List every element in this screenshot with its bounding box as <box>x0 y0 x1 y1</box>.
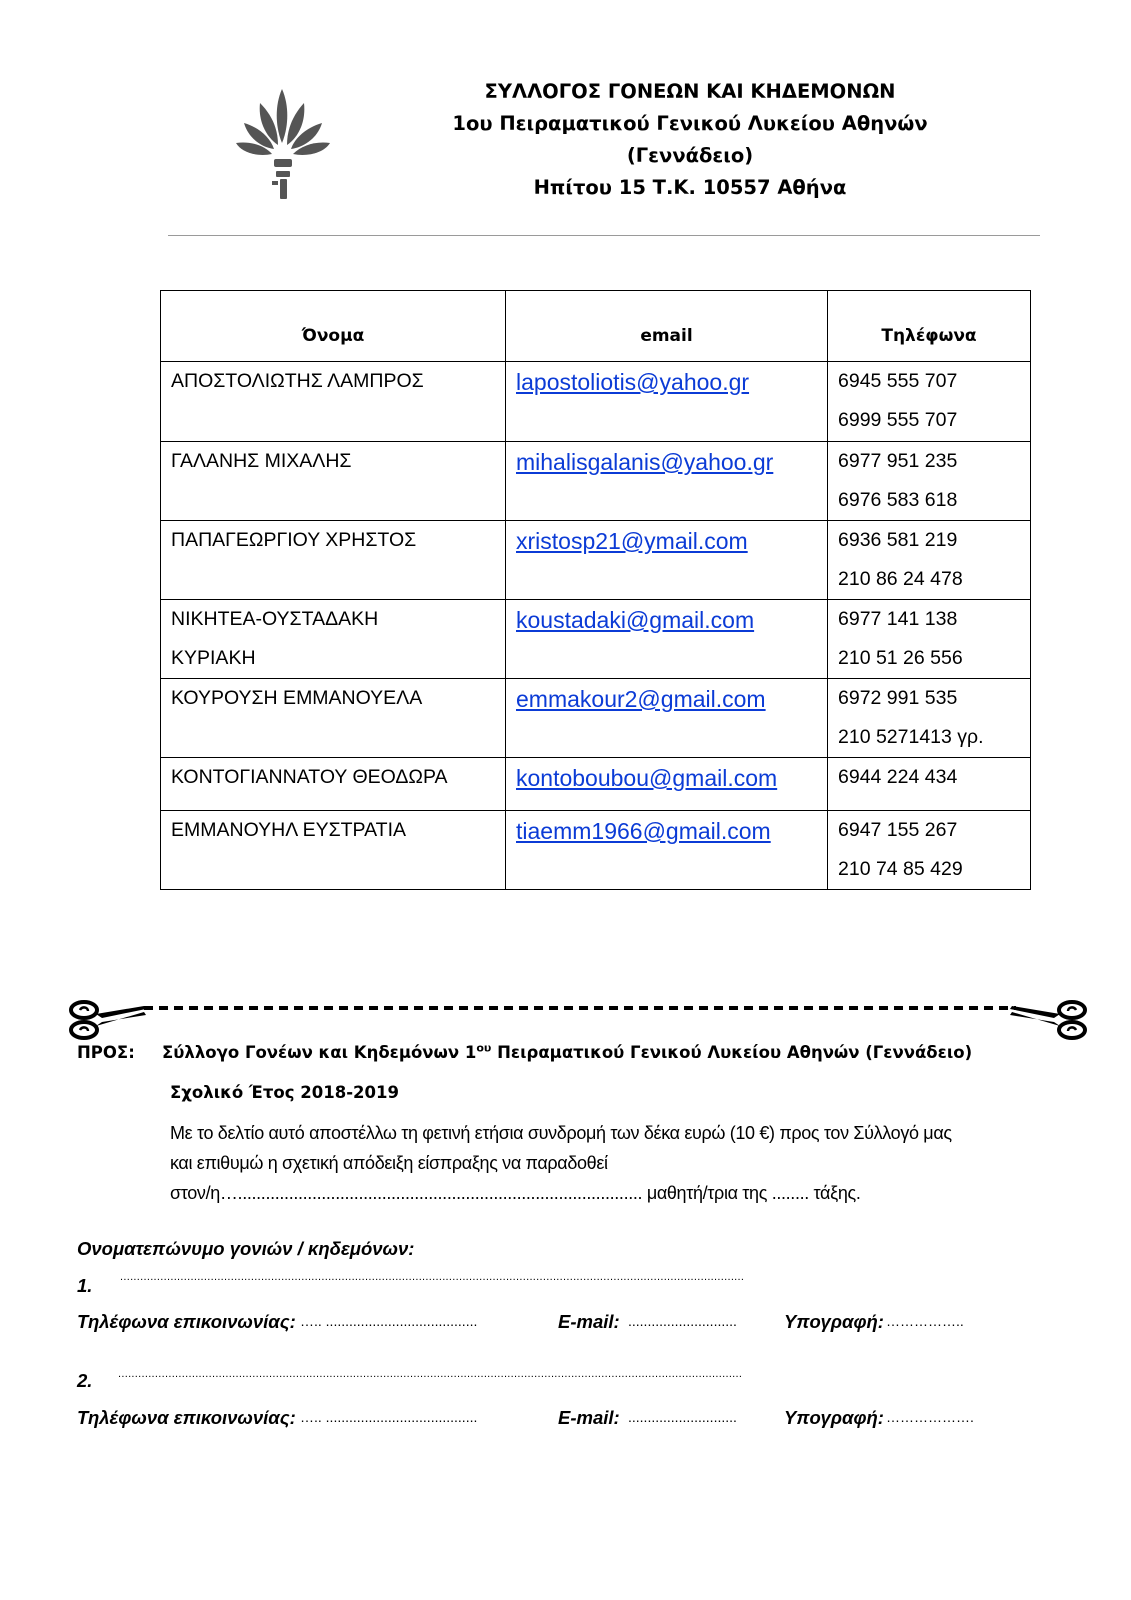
entry-1-email-field[interactable]: ............................ <box>628 1313 737 1329</box>
recipient-text-rest: Πειραματικού Γενικού Λυκείου Αθηνών (Γεννάδειο) <box>491 1043 973 1062</box>
entry-1-phones-label: Τηλέφωνα επικοινωνίας: <box>77 1311 296 1332</box>
table-header-row <box>161 291 1031 362</box>
member-name: ΑΠΟΣΤΟΛΙΩΤΗΣ ΛΑΜΠΡΟΣ <box>171 370 424 392</box>
member-phone: 6936 581 219 <box>838 529 958 551</box>
column-header-phones: Τηλέφωνα <box>828 291 1031 362</box>
subscription-text-line2: και επιθυμώ η σχετική απόδειξη είσπραξης να παραδοθεί <box>170 1153 608 1173</box>
member-phone: 6977 951 235 <box>838 450 958 472</box>
entry-1-name-field[interactable]: .......................................................................................................................................................................................... <box>120 1271 745 1283</box>
member-email-cell <box>506 362 828 442</box>
member-email-link[interactable]: koustadaki@gmail.com <box>516 607 755 633</box>
member-phone: 6977 141 138 <box>838 608 958 630</box>
entry-1-number: 1. <box>77 1275 93 1296</box>
member-name: ΝΙΚΗΤΕΑ-ΟΥΣΤΑΔΑΚΗ <box>171 608 379 630</box>
school-alias: (Γεννάδειο) <box>626 144 754 167</box>
org-name: ΣΥΛΛΟΓΟΣ ΓΟΝΕΩΝ ΚΑΙ ΚΗΔΕΜΟΝΩΝ <box>484 80 896 103</box>
member-name-cell <box>161 600 506 679</box>
entry-2-number: 2. <box>77 1370 93 1391</box>
member-phones-cell <box>828 811 1031 890</box>
member-email-cell <box>506 679 828 758</box>
column-header-email: email <box>506 291 828 362</box>
entry-1-email-label: E-mail: <box>558 1311 620 1332</box>
member-email-cell <box>506 600 828 679</box>
subscription-text-line1: Με το δελτίο αυτό αποστέλλω τη φετινή ετήσια συνδρομή των δέκα ευρώ (10 €) προς τον Σύλλογό μας <box>170 1123 952 1143</box>
member-email-cell <box>506 811 828 890</box>
member-phones-cell <box>828 362 1031 442</box>
member-phone: 6976 583 618 <box>838 489 958 511</box>
member-name-cell <box>161 758 506 811</box>
association-logo <box>232 85 340 207</box>
member-email-cell <box>506 521 828 600</box>
member-phone: 6945 555 707 <box>838 370 958 392</box>
table-row <box>161 600 1031 679</box>
table-row <box>161 811 1031 890</box>
entry-2-signature-label: Υπογραφή: <box>784 1407 884 1428</box>
member-phones-cell <box>828 600 1031 679</box>
member-phones-cell <box>828 521 1031 600</box>
entry-2-phones-label: Τηλέφωνα επικοινωνίας: <box>77 1407 296 1428</box>
member-name-cell <box>161 811 506 890</box>
table-row <box>161 362 1031 442</box>
member-phone: 6944 224 434 <box>838 766 958 788</box>
member-name: ΚΟΥΡΟΥΣΗ ΕΜΜΑΝΟΥΕΛΑ <box>171 687 423 709</box>
member-phones-cell <box>828 442 1031 521</box>
member-phone: 210 51 26 556 <box>838 647 963 669</box>
entry-2-email-field[interactable]: ............................ <box>628 1409 737 1425</box>
member-phone: 6972 991 535 <box>838 687 958 709</box>
recipient-ordinal: ου <box>476 1041 492 1055</box>
member-email-link[interactable]: kontoboubou@gmail.com <box>516 765 778 791</box>
member-phone: 210 74 85 429 <box>838 858 963 880</box>
entry-2-phones-field[interactable]: ….. ....................................... <box>300 1409 478 1425</box>
entry-1-signature-field[interactable]: …………….. <box>886 1313 964 1329</box>
school-name: 1ου Πειραματικού Γενικού Λυκείου Αθηνών <box>452 112 928 135</box>
table-row <box>161 679 1031 758</box>
table-row <box>161 758 1031 811</box>
column-header-name: Όνομα <box>161 291 506 362</box>
member-name: ΕΜΜΑΝΟΥΗΛ ΕΥΣΤΡΑΤΙΑ <box>171 819 407 841</box>
dashed-cut-line <box>144 1006 1016 1010</box>
scissors-icon <box>71 1002 97 1038</box>
member-name-cell <box>161 442 506 521</box>
entry-2-name-field[interactable]: .......................................................................................................................................................................................... <box>118 1368 743 1380</box>
organization-header <box>440 76 940 204</box>
address: Ηπίτου 15 Τ.Κ. 10557 Αθήνα <box>533 176 847 199</box>
member-phone: 210 86 24 478 <box>838 568 963 590</box>
member-phones-cell <box>828 758 1031 811</box>
header-divider <box>168 235 1040 236</box>
member-email-link[interactable]: mihalisgalanis@yahoo.gr <box>516 449 774 475</box>
table-row <box>161 442 1031 521</box>
member-phone: 6999 555 707 <box>838 409 958 431</box>
recipient <box>162 1043 972 1062</box>
member-email-link[interactable]: xristosp21@ymail.com <box>516 528 748 554</box>
table-row <box>161 521 1031 600</box>
scissors-icon <box>1059 1002 1085 1038</box>
recipient-text: Σύλλογο Γονέων και Κηδεμόνων 1 <box>162 1043 477 1062</box>
student-field[interactable]: στον/η…....................................................................................... μαθητή/τρια της ........ τάξης. <box>170 1183 861 1203</box>
entry-1-phones-field[interactable]: ….. ....................................... <box>300 1313 478 1329</box>
member-email-link[interactable]: emmakour2@gmail.com <box>516 686 766 712</box>
board-contacts-table <box>160 290 1031 890</box>
entry-1-signature-label: Υπογραφή: <box>784 1311 884 1332</box>
entry-2-email-label: E-mail: <box>558 1407 620 1428</box>
member-email-cell <box>506 442 828 521</box>
member-email-link[interactable]: tiaemm1966@gmail.com <box>516 818 771 844</box>
member-name-cell <box>161 679 506 758</box>
to-label: ΠΡΟΣ: <box>77 1043 135 1062</box>
parents-label: Ονοματεπώνυμο γονιών / κηδεμόνων: <box>77 1238 415 1259</box>
entry-2-signature-field[interactable]: ………………. <box>886 1409 974 1425</box>
member-phone: 6947 155 267 <box>838 819 958 841</box>
member-phones-cell <box>828 679 1031 758</box>
member-phone: 210 5271413 γρ. <box>838 726 984 748</box>
member-name: ΚΟΝΤΟΓΙΑΝΝΑΤΟΥ ΘΕΟΔΩΡΑ <box>171 766 448 788</box>
member-name: ΚΥΡΙΑΚΗ <box>171 647 256 669</box>
school-year: Σχολικό Έτος 2018-2019 <box>170 1083 399 1102</box>
member-name-cell <box>161 362 506 442</box>
member-name: ΠΑΠΑΓΕΩΡΓΙΟΥ ΧΡΗΣΤΟΣ <box>171 529 417 551</box>
member-email-cell <box>506 758 828 811</box>
member-name: ΓΑΛΑΝΗΣ ΜΙΧΑΛΗΣ <box>171 450 352 472</box>
member-email-link[interactable]: lapostoliotis@yahoo.gr <box>516 369 750 395</box>
member-name-cell <box>161 521 506 600</box>
